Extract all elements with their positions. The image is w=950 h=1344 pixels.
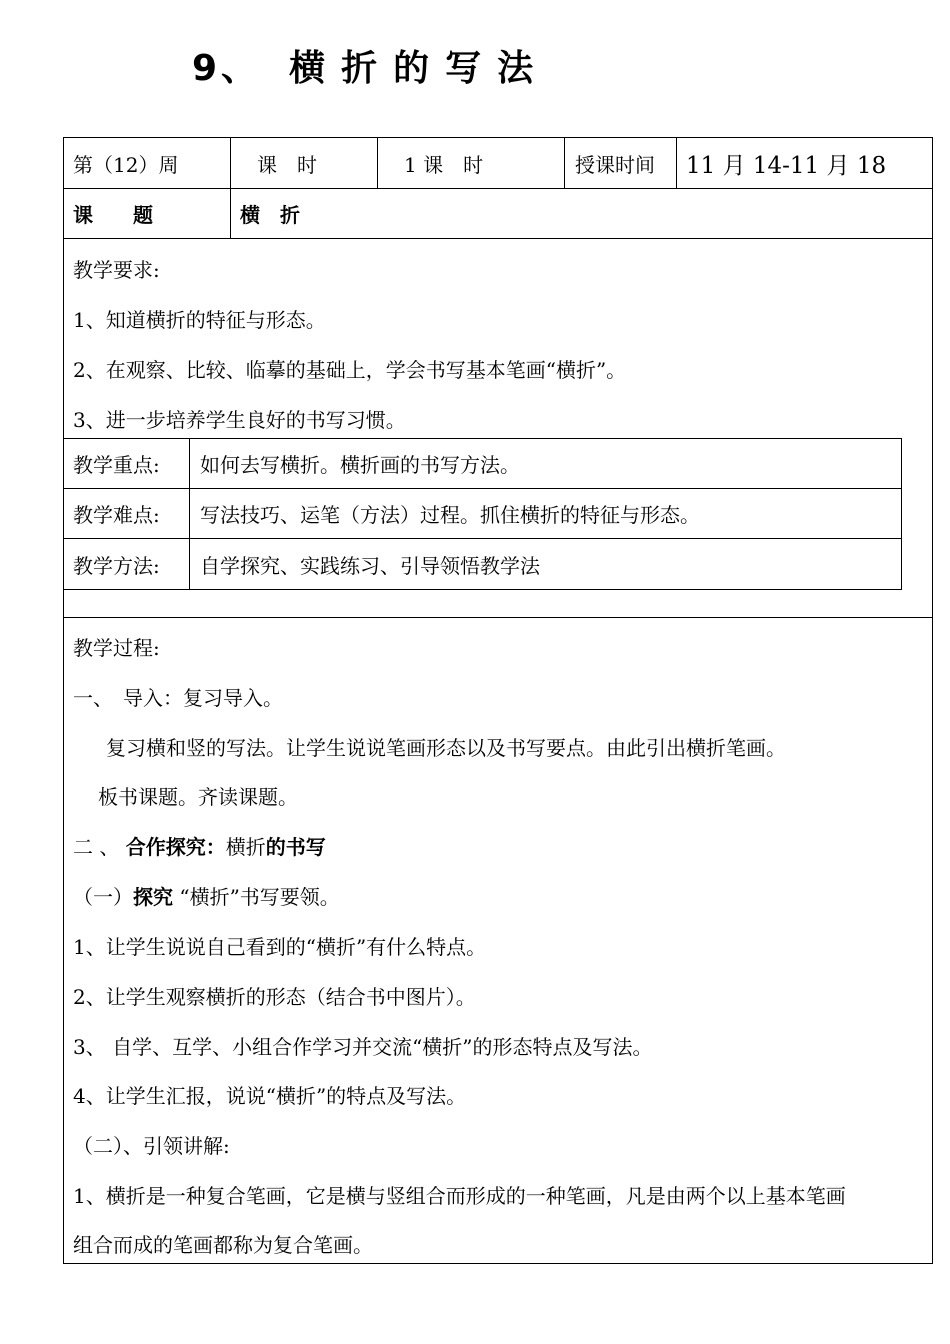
lesson-plan-table xyxy=(63,137,933,1264)
title-char: 写 xyxy=(445,48,486,89)
section-divider xyxy=(64,617,932,618)
class-hours-label-cell xyxy=(231,138,378,188)
subheading-bold: 探究 xyxy=(133,885,173,909)
difficulty-row xyxy=(64,489,901,539)
topic-label: 课 题 xyxy=(73,203,153,227)
time-value: 11 月 14-11 月 18 xyxy=(686,152,887,179)
process-line: 2、让学生观察横折的形态（结合书中图片）。 xyxy=(73,985,476,1009)
process-line: 4、让学生汇报，说说“横折”的特点及写法。 xyxy=(73,1084,467,1108)
process-heading: 教学过程: xyxy=(73,636,160,660)
method-label: 教学方法: xyxy=(64,539,190,589)
process-line: 组合而成的笔画都称为复合笔画。 xyxy=(73,1233,373,1257)
time-label: 授课时间 xyxy=(575,152,655,177)
method-value: 自学探究、实践练习、引导领悟教学法 xyxy=(200,553,540,578)
topic-row xyxy=(64,189,932,239)
process-subheading xyxy=(73,881,340,910)
header-row xyxy=(64,138,932,189)
process-line: 一、 导入：复习导入。 xyxy=(73,686,283,710)
topic-value-cell xyxy=(231,189,932,238)
process-line: 3、 自学、互学、小组合作学习并交流“横折”的形态特点及写法。 xyxy=(73,1035,653,1059)
section-title-normal: 横折 xyxy=(225,835,266,859)
key-points-table xyxy=(64,438,902,590)
title-char: 折 xyxy=(341,48,382,89)
section-title-bold: 的书写 xyxy=(265,835,326,859)
difficulty-value: 写法技巧、运笔（方法）过程。抓住横折的特征与形态。 xyxy=(200,503,700,527)
section-number: 二 、 xyxy=(73,835,120,859)
process-line: 1、横折是一种复合笔画，它是横与竖组合而形成的一种笔画，凡是由两个以上基本笔画 xyxy=(73,1184,846,1208)
week-cell xyxy=(64,138,231,188)
time-label-cell xyxy=(565,138,677,188)
subheading-prefix: （一） xyxy=(73,885,133,909)
topic-value: 横 折 xyxy=(240,203,300,227)
requirements-heading: 教学要求: xyxy=(73,258,160,282)
title-char: 的 xyxy=(393,48,434,89)
topic-label-cell xyxy=(64,189,231,238)
week-label: 第（12）周 xyxy=(73,152,179,177)
process-line: （二）、引领讲解: xyxy=(73,1134,230,1158)
requirement-item: 3、进一步培养学生良好的书写习惯。 xyxy=(73,408,406,432)
method-row xyxy=(64,539,901,589)
page-title xyxy=(192,40,549,91)
difficulty-label: 教学难点: xyxy=(64,489,190,538)
title-char: 横 xyxy=(289,48,330,89)
process-line: 1、让学生说说自己看到的“横折”有什么特点。 xyxy=(73,935,487,959)
class-hours-value-cell xyxy=(378,138,565,188)
requirement-item: 2、在观察、比较、临摹的基础上，学会书写基本笔画“横折”。 xyxy=(73,358,627,382)
requirement-item: 1、知道横折的特征与形态。 xyxy=(73,308,326,332)
key-point-row xyxy=(64,439,901,489)
key-point-label: 教学重点: xyxy=(64,439,190,488)
subheading-rest: “横折”书写要领。 xyxy=(173,885,340,909)
process-line: 板书课题。齐读课题。 xyxy=(98,785,298,809)
time-value-cell xyxy=(677,138,932,188)
title-char: 法 xyxy=(497,48,538,89)
class-hours-label: 课 时 xyxy=(257,152,317,177)
key-point-value: 如何去写横折。横折画的书写方法。 xyxy=(200,453,520,477)
section-title-bold: 合作探究： xyxy=(125,835,226,859)
process-line: 复习横和竖的写法。让学生说说笔画形态以及书写要点。由此引出横折笔画。 xyxy=(106,736,786,760)
title-number: 9、 xyxy=(192,48,262,89)
class-hours-value: 1 课 时 xyxy=(404,152,484,177)
process-section-heading xyxy=(73,831,326,860)
